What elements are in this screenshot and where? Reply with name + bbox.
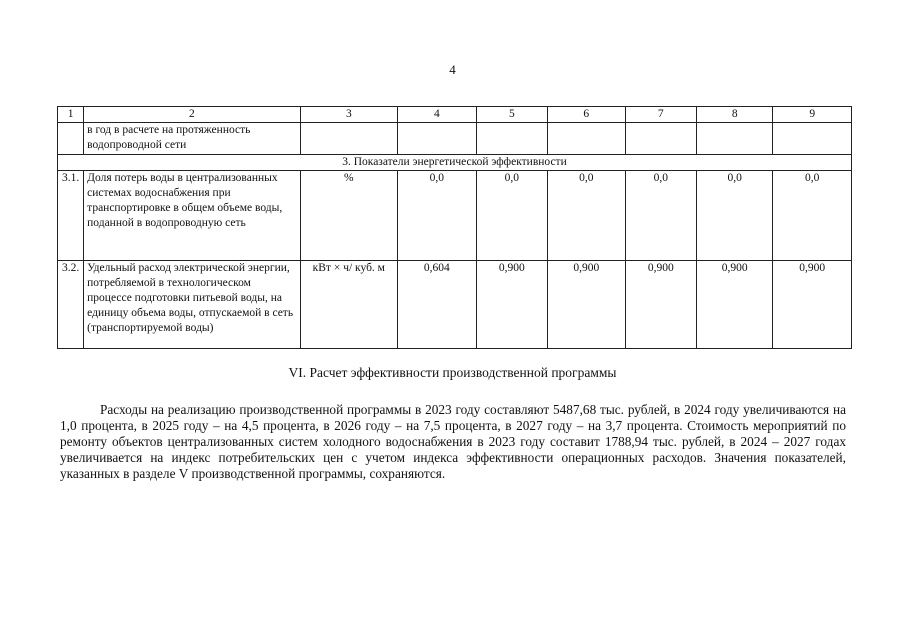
section-title: 3. Показатели энергетической эффективности: [58, 155, 852, 171]
table-header-row: [58, 107, 852, 123]
header-cell: 7: [625, 107, 696, 123]
row-number: 3.1.: [58, 171, 84, 261]
value-cell: 0,900: [625, 261, 696, 349]
continuation-text: в год в расчете на протяженность водопроводной сети: [84, 123, 300, 155]
value-cell: 0,0: [696, 171, 772, 261]
header-cell: 3: [300, 107, 398, 123]
header-cell: 1: [58, 107, 84, 123]
table-cell: [696, 123, 772, 155]
value-cell: 0,900: [548, 261, 625, 349]
table-row-3-1: [58, 171, 852, 261]
section-heading: VI. Расчет эффективности производственной программы: [288, 365, 617, 380]
table-cell: [476, 123, 547, 155]
unit-cell: кВт × ч/ куб. м: [300, 261, 398, 349]
table-cell: [398, 123, 476, 155]
body-paragraph: Расходы на реализацию производственной программы в 2023 году составляют 5487,68 тыс. рублей, в 2024 году увеличиваются на 1,0 процента, в 2025 году – на 4,5 процента, в 2026 году – на 7,5 процента, в 2027 году – на 3,7 процента. Стоимость мероприятий по ремонту объектов централизованных систем холодного водоснабжения в 2023 году составит 1788,94 тыс. рублей, в 2024 – 2027 годах увеличивается на индекс потребительских цен с учетом индекса эффективности операционных расходов. Значения показателей, указанных в разделе V производственной программы, сохраняются.: [60, 402, 846, 481]
value-cell: 0,900: [476, 261, 547, 349]
value-cell: 0,900: [696, 261, 772, 349]
indicator-name: Удельный расход электрической энергии, потребляемой в технологическом процессе подготовки питьевой воды, на единицу объема воды, отпускаемой в сеть (транспортируемой воды): [84, 261, 300, 349]
header-cell: 8: [696, 107, 772, 123]
header-cell: 4: [398, 107, 476, 123]
header-cell: 5: [476, 107, 547, 123]
table-cell: [773, 123, 852, 155]
section-row: [58, 155, 852, 171]
value-cell: 0,0: [773, 171, 852, 261]
table-cell: [300, 123, 398, 155]
table-cell: [625, 123, 696, 155]
unit-cell: %: [300, 171, 398, 261]
indicator-name: Доля потерь воды в централизованных системах водоснабжения при транспортировке в общем объеме воды, поданной в водопроводную сеть: [84, 171, 300, 261]
table-cell: [548, 123, 625, 155]
header-cell: 9: [773, 107, 852, 123]
value-cell: 0,604: [398, 261, 476, 349]
value-cell: 0,0: [476, 171, 547, 261]
header-cell: 2: [84, 107, 300, 123]
header-cell: 6: [548, 107, 625, 123]
value-cell: 0,0: [398, 171, 476, 261]
table-cell: [58, 123, 84, 155]
table-row-continuation: [58, 123, 852, 155]
table-row-3-2: [58, 261, 852, 349]
value-cell: 0,0: [625, 171, 696, 261]
indicators-table: [57, 106, 852, 349]
value-cell: 0,900: [773, 261, 852, 349]
value-cell: 0,0: [548, 171, 625, 261]
row-number: 3.2.: [58, 261, 84, 349]
page-number: 4: [449, 62, 456, 77]
